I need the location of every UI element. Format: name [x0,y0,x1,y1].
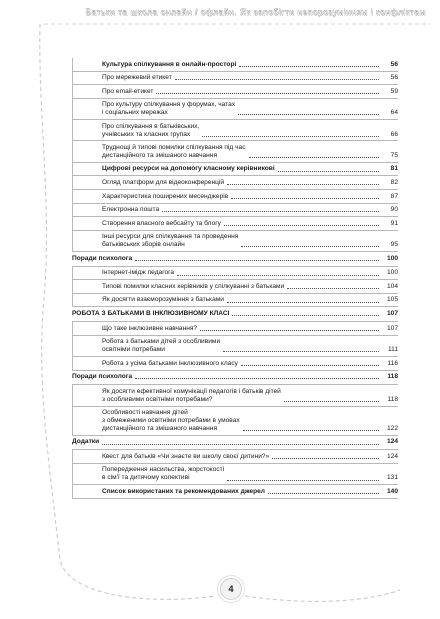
toc-entry-title: Інтернет-імідж педагога [102,269,175,277]
toc-entry [102,217,398,231]
dot-leader [102,443,379,445]
toc-entry [102,163,398,177]
toc-entry-page: 116 [387,359,398,367]
dot-leader [249,156,380,158]
table-of-contents [72,58,398,499]
dot-leader [177,274,379,276]
dot-leader [231,197,379,199]
dot-leader [268,492,379,494]
toc-entry-page: 82 [390,179,398,187]
toc-entry-page: 140 [386,487,398,495]
toc-entry-page: 107 [386,324,398,332]
toc-entry [102,407,398,436]
dot-leader [227,479,379,481]
toc-entry-page: 64 [390,109,398,117]
dot-leader [156,92,379,94]
toc-entry-title: Список використаних та рекомендованих джерел [102,487,265,495]
toc-entry-page: 100 [386,269,398,277]
toc-entry-title: Про спілкування в батьківських, учнівських та класних групах [102,122,200,138]
toc-entry [102,336,398,357]
toc-entry-page: 124 [386,438,398,446]
toc-entry-page: 75 [390,151,398,159]
dot-leader [238,113,379,115]
toc-entry-title: Робота з усіма батьками інклюзивного класу [102,359,238,367]
dot-leader [243,429,379,431]
toc-entry [102,141,398,162]
dot-leader [284,400,379,402]
toc-entry [102,72,398,86]
toc-entry-page: 87 [390,192,398,200]
toc-entry-page: 124 [386,452,398,460]
toc-entry-page: 104 [386,282,398,290]
toc-entry-title: Типові помилки класних керівників у спілкуванні з батьками [102,282,285,290]
toc-entry-page: 111 [387,345,398,353]
toc-entry-title: РОБОТА З БАТЬКАМИ В ІНКЛЮЗИВНОМУ КЛАСІ [72,310,230,318]
dot-leader [162,210,379,212]
toc-entry-title: Цифрові ресурси на допомогу класному керівникові [102,165,275,173]
toc-entry-title: Створення власного вебсайту та блогу [102,219,221,227]
toc-entry-title: Інші ресурси для спілкування та проведення батьківських зборів онлайн [102,233,239,249]
toc-entry-title: Особливості навчання дітей з обмеженими освітніми потребами в умовах дистанційного та змішаного навчання [102,409,240,432]
page-number-badge: 4 [220,578,242,600]
toc-entry-title: Характеристика поширених месенджерів [102,192,229,200]
toc-entry-title: Труднощі й типові помилки спілкування під час дистанційного та змішаного навчання [102,144,246,159]
toc-entry-title: Квест для батьків «Чи знаєте ви школу своєї дитини?» [102,452,270,460]
toc-entry-title: Попередження насильства, жорстокості в сім'ї та дитячому колективі [102,466,225,482]
toc-section-entry [72,252,398,267]
dot-leader [135,377,379,379]
toc-section-entry [72,307,398,322]
toc-entry [102,58,398,72]
toc-entry [102,190,398,204]
toc-entry [102,85,398,99]
toc-entry-title: Про мережевий етикет [102,74,172,82]
dot-leader [202,135,379,137]
dot-leader [272,457,379,459]
dot-leader [278,170,379,172]
toc-entry [102,280,398,294]
toc-entry-page: 95 [390,241,398,249]
toc-entry [102,176,398,190]
toc-section-entry [72,371,398,386]
dot-leader [239,65,379,67]
dot-leader [241,364,379,366]
toc-entry-title: Як досягти ефективної комунікації педагогів і батьків дітей з особливими освітніми потребами? [102,387,281,403]
toc-entry-title: Що таке інклюзивне навчання? [102,324,198,332]
toc-entry [102,204,398,218]
toc-entry-title: Культура спілкування в онлайн-просторі [102,60,237,68]
toc-entry-page: 105 [386,296,398,304]
toc-entry-page: 91 [390,219,398,227]
toc-entry-title: Огляд платформ для відеоконференцій [102,179,225,187]
toc-entry-title: Електронна пошта [102,206,160,214]
toc-section-entry [72,436,398,451]
toc-entry [102,294,398,308]
toc-entry-page: 100 [386,254,398,262]
running-header: Батьки та школа онлайн / офлайн. Як запобігти непорозумінням і конфліктам [85,7,426,17]
toc-entry-title: Поради психолога [72,373,133,381]
toc-entry-page: 122 [386,424,398,432]
toc-entry-page: 118 [387,395,398,403]
toc-entry-title: Як досягти взаєморозуміння з батьками [102,296,224,304]
toc-entry-page: 56 [390,60,398,68]
toc-entry [102,485,398,499]
toc-entry [102,231,398,252]
dot-leader [232,314,379,316]
toc-entry-page: 66 [390,130,398,138]
toc-entry-page: 59 [390,87,398,95]
toc-entry-page: 131 [386,474,398,482]
toc-entry [102,267,398,281]
dot-leader [175,78,379,80]
dot-leader [227,301,379,303]
dot-leader [287,287,379,289]
toc-entry [102,385,398,406]
toc-entry-page: 90 [390,206,398,214]
toc-entry-page: 81 [390,165,398,173]
toc-entry [102,322,398,336]
toc-entry-page: 56 [390,74,398,82]
toc-entry-title: Про email-етикет [102,87,154,95]
toc-entry-title: Про культуру спілкування у форумах, чатах і соціальних мережах [102,101,236,117]
toc-entry-title: Поради психолога [72,254,133,262]
toc-entry [102,99,398,120]
dot-leader [135,259,379,261]
dot-leader [223,350,379,352]
toc-entry [102,450,398,464]
toc-entry-page: 118 [387,373,398,381]
toc-entry-title: Додатки [72,438,100,446]
dot-leader [224,224,379,226]
dot-leader [200,329,379,331]
toc-entry [102,357,398,371]
toc-entry-title: Робота з батьками дітей з особливими освітніми потребами [102,338,221,353]
dot-leader [241,245,379,247]
toc-entry-page: 107 [386,310,398,318]
toc-entry [102,464,398,485]
dot-leader [227,183,379,185]
toc-entry [102,120,398,141]
